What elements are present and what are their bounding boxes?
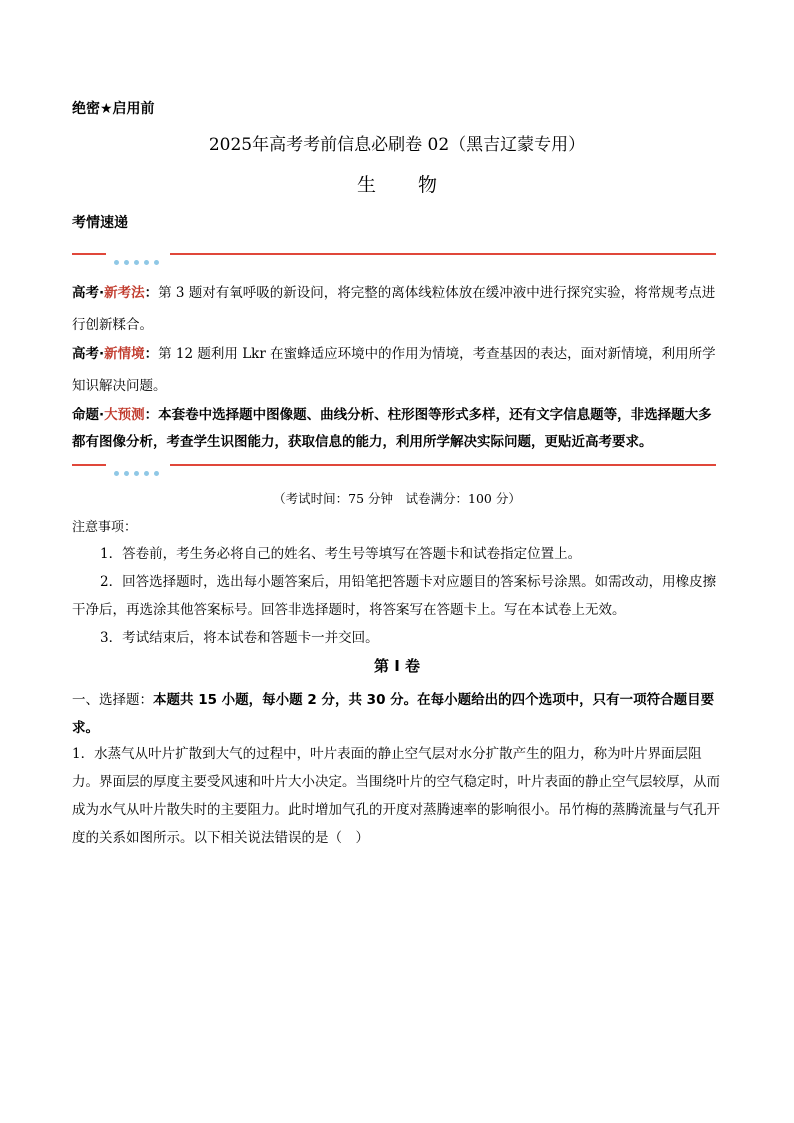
part-one-title: 第 I 卷 [373, 657, 421, 675]
exam-trends-heading: 考情速递 [72, 215, 128, 231]
exam-duration-score: （考试时间：75 分钟 试卷满分：100 分） [273, 491, 521, 506]
subject-title: 生 物 [356, 174, 456, 196]
divider-dash [72, 464, 106, 466]
question-1-stem: 1．水蒸气从叶片扩散到大气的过程中，叶片表面的静止空气层对水分扩散产生的阻力，称为叶片界面层阻力。界面层的厚度主要受风速和叶片大小决定。当围绕叶片的空气稳定时，叶片表面的静止空气层较厚，从而成为水气从叶片散失时的主要阻力。此时增加气孔的开度对蒸腾速率的影响很小。吊竹梅的蒸腾流量与气孔开度的关系如图所示。以下相关说法错误的是（ ） [72, 746, 720, 846]
divider-dots [114, 250, 164, 269]
confidential-label: 绝密★启用前 [72, 101, 155, 117]
section-one-intro: 一、选择题：本题共 15 小题，每小题 2 分，共 30 分。在每小题给出的四个选项中，只有一项符合题目要求。 [72, 692, 715, 736]
divider-dots [114, 461, 164, 480]
divider-line [170, 253, 716, 255]
note-item-3: 3．考试结束后，将本试卷和答题卡一并交回。 [100, 630, 379, 646]
decorative-divider-bottom [72, 460, 716, 470]
notes-title: 注意事项： [72, 520, 138, 535]
trend-item-new-context: 高考·新情境：第 12 题利用 Lkr 在蜜蜂适应环境中的作用为情境，考查基因的表达，面对新情境，利用所学知识解决问题。 [72, 346, 716, 394]
divider-line [170, 464, 716, 466]
note-item-1: 1．答卷前，考生务必将自己的姓名、考生号等填写在答题卡和试卷指定位置上。 [100, 546, 582, 562]
trend-item-prediction: 命题·大预测：本套卷中选择题中图像题、曲线分析、柱形图等形式多样，还有文字信息题等，非选择题大多都有图像分析，考查学生识图能力，获取信息的能力，利用所学解决实际问题，更贴近高考要求。 [72, 407, 712, 450]
divider-dash [72, 253, 106, 255]
trend-item-new-method: 高考·新考法：第 3 题对有氧呼吸的新设问，将完整的离体线粒体放在缓冲液中进行探究实验，将常规考点进行创新糅合。 [72, 285, 716, 333]
note-item-2: 2．回答选择题时，选出每小题答案后，用铅笔把答题卡对应题目的答案标号涂黑。如需改动，用橡皮擦干净后，再选涂其他答案标号。回答非选择题时，将答案写在答题卡上。写在本试卷上无效。 [72, 574, 717, 618]
decorative-divider-top [72, 249, 716, 259]
paper-title: 2025年高考考前信息必刷卷 02（黑吉辽蒙专用） [208, 135, 586, 155]
